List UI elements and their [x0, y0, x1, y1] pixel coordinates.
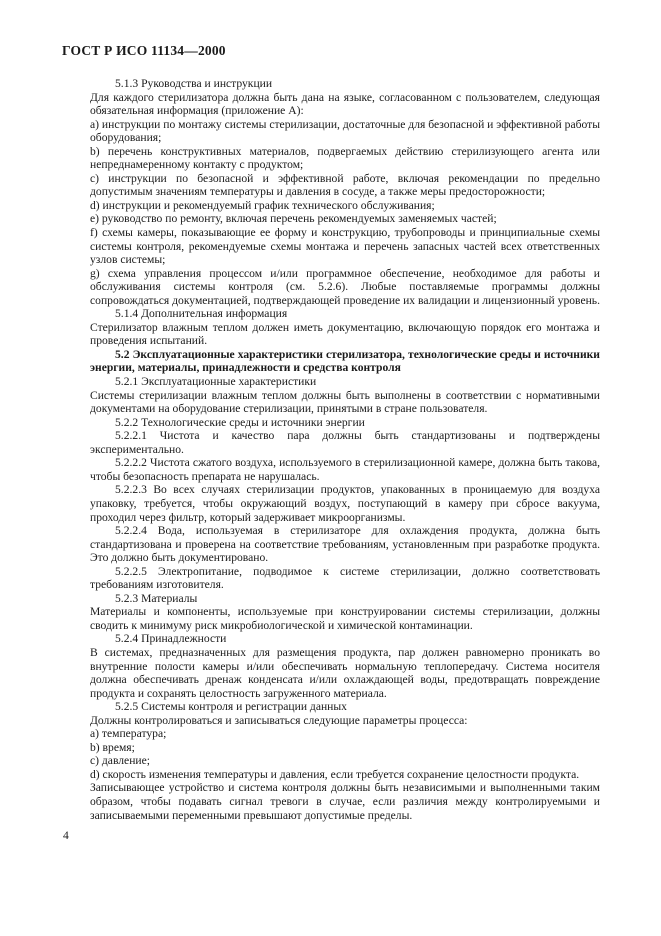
paragraph: 5.2 Эксплуатационные характеристики стерилизатора, технологические среды и источники энергии, материалы, принадлежности и средства контроля [90, 347, 600, 375]
paragraph: Материалы и компоненты, используемые при конструировании системы стерилизации, должны сводить к минимуму риск микробиологической и химической контаминации. [90, 605, 600, 632]
paragraph: 5.1.4 Дополнительная информация [115, 307, 288, 321]
paragraph: Системы стерилизации влажным теплом должны быть выполнены в соответствии с нормативными документами на оборудование стерилизации, принятыми в стране пользователя. [90, 388, 600, 416]
paragraph: 5.2.1 Эксплуатационные характеристики [115, 375, 317, 389]
paragraph: c) давление; [90, 754, 150, 768]
paragraph: 5.2.2 Технологические среды и источники энергии [115, 415, 365, 429]
paragraph: 5.2.5 Системы контроля и регистрации данных [115, 700, 347, 714]
paragraph: 5.2.2.3 Во всех случаях стерилизации продуктов, упакованных в проницаемую для воздуха упаковку, требуется, чтобы окружающий воздух, поступающий в камеру при сбросе вакуума, проходил через фильтр, который задерживает микроорганизмы. [90, 483, 600, 524]
paragraph: a) температура; [90, 727, 167, 741]
paragraph: d) скорость изменения температуры и давления, если требуется сохранение целостности продукта. [90, 767, 580, 781]
paragraph: b) перечень конструктивных материалов, подвергаемых действию стерилизующего агента или непреднамеренному контакту с продуктом; [90, 144, 600, 172]
paragraph: b) время; [90, 740, 135, 754]
paragraph: f) схемы камеры, показывающие ее форму и конструкцию, трубопроводы и принципиальные схемы системы контроля, рекомендуемые схемы монтажа и перечень запасных частей всех ответственных узлов системы; [90, 226, 600, 267]
paragraph: Для каждого стерилизатора должна быть дана на языке, согласованном с пользователем, следующая обязательная информация (приложение А): [90, 90, 600, 118]
document-body [90, 77, 600, 822]
paragraph: 5.2.2.1 Чистота и качество пара должны быть стандартизованы и подтверждены экспериментально. [90, 429, 600, 456]
paragraph: 5.2.2.4 Вода, используемая в стерилизаторе для охлаждения продукта, должна быть стандартизована и проверена на соответствие требованиям, установленным при разработке продукта. Это должно быть документировано. [90, 524, 600, 565]
paragraph: c) инструкции по безопасной и эффективной работе, включая рекомендации по предельно допустимым значениям температуры и давления в сосуде, а также меры предосторожности; [90, 171, 600, 199]
paragraph: Должны контролироваться и записываться следующие параметры процесса: [90, 713, 468, 727]
paragraph: 5.1.3 Руководства и инструкции [115, 77, 273, 90]
paragraph: a) инструкции по монтажу системы стерилизации, достаточные для безопасной и эффективной работы оборудования; [90, 117, 600, 145]
paragraph: 5.2.4 Принадлежности [115, 632, 227, 646]
paragraph: Стерилизатор влажным теплом должен иметь документацию, включающую порядок его монтажа и проведения испытаний. [90, 320, 600, 348]
paragraph: 5.2.3 Материалы [115, 591, 198, 605]
paragraph: 5.2.2.2 Чистота сжатого воздуха, используемого в стерилизационной камере, должна быть такова, чтобы безопасность препарата не нарушалась. [90, 456, 600, 483]
paragraph: d) инструкции и рекомендуемый график технического обслуживания; [90, 198, 435, 212]
paragraph: В системах, предназначенных для размещения продукта, пар должен равномерно проникать во внутренние полости камеры и/или обеспечивать нормальную теплопередачу. Система носителя должна обеспечивать дренаж конденсата и/или охлаждающей воды, предотвращать повреждение продукта и сохранять целостность загруженного материала. [90, 645, 600, 700]
paragraph: e) руководство по ремонту, включая перечень рекомендуемых заменяемых частей; [90, 212, 497, 226]
paragraph: 5.2.2.5 Электропитание, подводимое к системе стерилизации, должно соответствовать требованиям изготовителя. [90, 564, 600, 592]
document-header: ГОСТ Р ИСО 11134—2000 [62, 43, 226, 58]
paragraph: g) схема управления процессом и/или программное обеспечение, необходимое для работы и обслуживания системы контроля (см. 5.2.6). Любые поставляемые программы должны сопровождаться документацией, подтверждающей проведение их валидации и лицензионный уровень. [90, 266, 600, 307]
page-number: 4 [63, 829, 69, 842]
paragraph: Записывающее устройство и система контроля должны быть независимыми и выполненными таким образом, чтобы подавать сигнал тревоги в случае, если различия между контролируемыми и записываемыми переменными превышают допустимые пределы. [90, 781, 600, 822]
